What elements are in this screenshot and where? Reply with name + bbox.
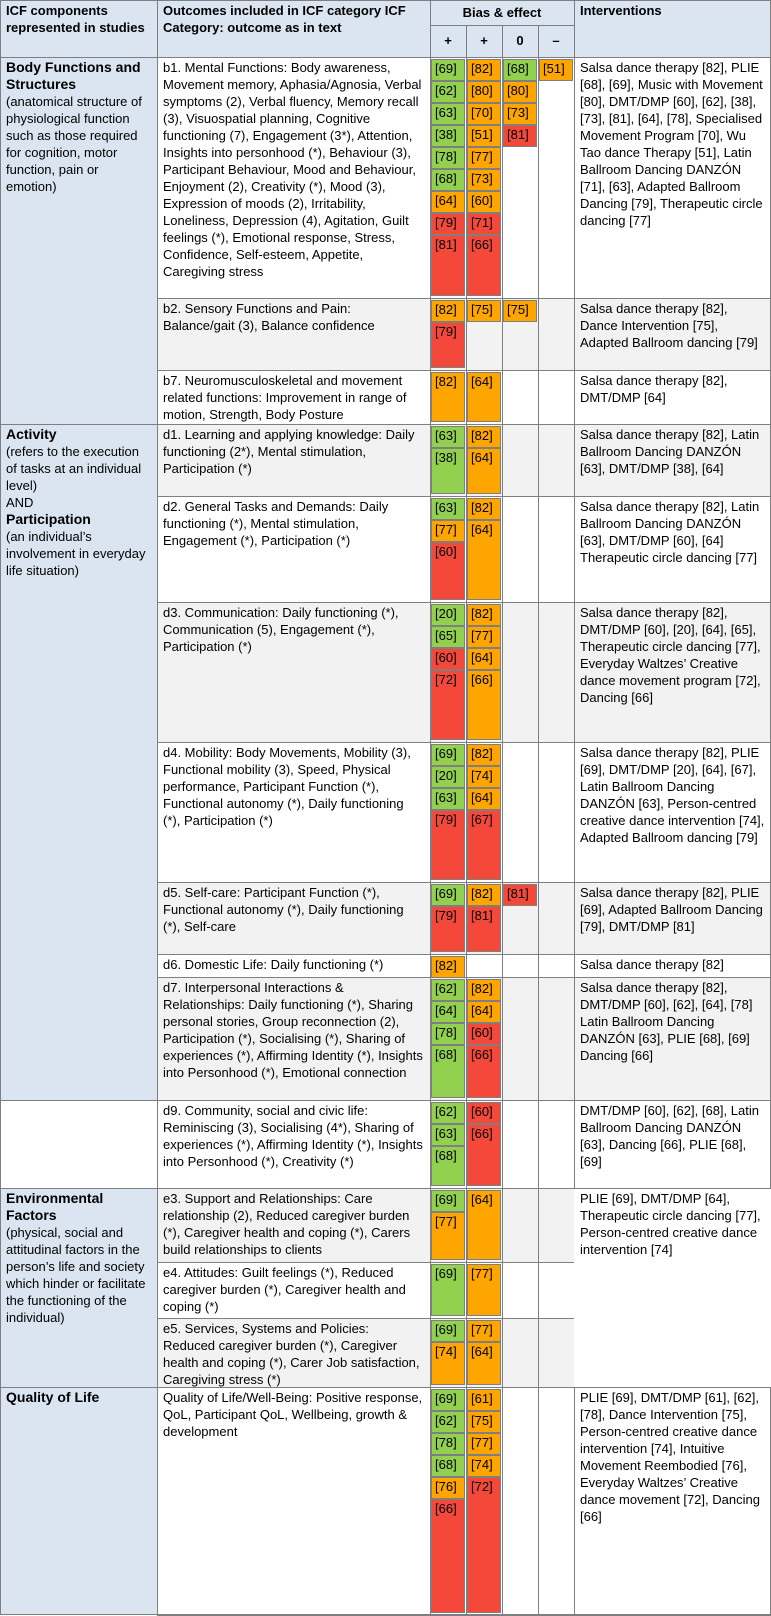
header-plus-green: + <box>430 25 466 57</box>
reference-badge: [70] <box>467 103 501 125</box>
reference-badge: [79] <box>431 213 465 235</box>
reference-badge: [38] <box>431 125 465 147</box>
reference-badge: [78] <box>431 1023 465 1045</box>
bias-cell-bg <box>502 424 538 496</box>
reference-badge: [60] <box>431 542 465 600</box>
reference-badge: [73] <box>503 103 537 125</box>
reference-badge: [79] <box>431 810 465 880</box>
and-text: AND <box>6 495 34 510</box>
reference-badge: [64] <box>467 520 501 600</box>
outcome-cell: d6. Domestic Life: Daily functioning (*) <box>157 954 430 977</box>
reference-badge: [64] <box>467 372 501 422</box>
reference-badge: [80] <box>503 81 537 103</box>
reference-badge: [76] <box>431 1477 465 1499</box>
outcome-cell: d4. Mobility: Body Movements, Mobility (3), Functional mobility (3), Speed, Physical performance, Participant Function (*), Functional autonomy (*), Daily functioning (*), Participation (*) <box>157 742 430 882</box>
reference-badge: [81] <box>503 125 537 147</box>
reference-badge: [66] <box>467 235 501 296</box>
activity-title: Activity <box>6 426 57 442</box>
reference-badge: [51] <box>539 59 573 81</box>
bias-cell-bg <box>538 954 574 977</box>
reference-badge: [62] <box>431 1411 465 1433</box>
outcome-cell: d9. Community, social and civic life: Reminiscing (3), Socialising (4*), Sharing of experiences (*), Affirming Identity (*), Insights into Personhood (*), Creativity (*) <box>157 1100 430 1188</box>
reference-badge: [63] <box>431 426 465 448</box>
participation-title: Participation <box>6 511 91 527</box>
reference-badge: [74] <box>467 766 501 788</box>
interventions-cell: Salsa dance therapy [82], DMT/DMP [60], [62], [64], [78] Latin Ballroom Dancing DANZÓN [63], PLIE [68], [69] Dancing [66] <box>574 977 771 1100</box>
bias-cell-bg <box>538 742 574 882</box>
env-title: Environmental Factors <box>6 1190 104 1223</box>
bias-cell-bg <box>502 742 538 882</box>
interventions-cell: Salsa dance therapy [82] <box>574 954 771 977</box>
reference-badge: [74] <box>431 1342 465 1385</box>
reference-badge: [69] <box>431 1320 465 1342</box>
qol-title: Quality of Life <box>6 1389 100 1405</box>
outcome-cell: b7. Neuromusculoskeletal and movement related functions: Improvement in range of motion, Strength, Body Posture <box>157 370 430 424</box>
component-body-functions <box>0 57 157 424</box>
reference-badge: [60] <box>467 1102 501 1124</box>
component-activity-participation <box>0 424 157 1100</box>
bias-cell-bg <box>538 370 574 424</box>
reference-badge: [69] <box>431 1190 465 1212</box>
interventions-cell: Salsa dance therapy [82], Latin Ballroom Dancing DANZÓN [63], DMT/DMP [60], [64] Therapeutic circle dancing [77] <box>574 496 771 602</box>
bias-cell-bg <box>502 1100 538 1188</box>
reference-badge: [82] <box>467 498 501 520</box>
reference-badge: [77] <box>467 1433 501 1455</box>
reference-badge: [63] <box>431 788 465 810</box>
reference-badge: [72] <box>467 1477 501 1613</box>
reference-badge: [77] <box>467 147 501 169</box>
reference-badge: [75] <box>467 300 501 322</box>
component-environmental <box>0 1188 157 1387</box>
bias-cell-bg <box>538 602 574 742</box>
interventions-cell: Salsa dance therapy [82], Latin Ballroom Dancing DANZÓN [63], DMT/DMP [38], [64] <box>574 424 771 496</box>
outcome-cell: d7. Interpersonal Interactions & Relationships: Daily functioning (*), Sharing personal stories, Group reconnection (2), Participation (*), Socialising (*), Sharing of experiences (*), Affirming Identity (*), Insights into Personhood (*), Emotional connection <box>157 977 430 1100</box>
outcome-cell: e4. Attitudes: Guilt feelings (*), Reduced caregiver burden (*), Caregiver health and coping (*) <box>157 1262 430 1318</box>
bias-cell-bg <box>502 370 538 424</box>
body-desc: (anatomical structure of physiological function such as those required for cognition, motor function, pain or emotion) <box>6 94 142 194</box>
reference-badge: [77] <box>467 1320 501 1342</box>
reference-badge: [77] <box>467 626 501 648</box>
reference-badge: [64] <box>467 448 501 494</box>
interventions-cell: Salsa dance therapy [82], PLIE [68], [69], Music with Movement [80], DMT/DMP [60], [62], [38], [73], [81], [64], [78], Specialised Movement Program [70], Wu Tao dance Therapy [51], Latin Ballroom Dancing DANZÓN [71], [63], Adapted Ballroom Dancing [79], Therapeutic circle dancing [77] <box>574 57 771 298</box>
bias-cell-bg <box>538 1100 574 1188</box>
reference-badge: [81] <box>503 884 537 906</box>
reference-badge: [82] <box>467 884 501 906</box>
reference-badge: [69] <box>431 59 465 81</box>
interventions-cell: Salsa dance therapy [82], DMT/DMP [64] <box>574 370 771 424</box>
reference-badge: [81] <box>467 906 501 952</box>
bias-cell-bg <box>538 1318 574 1387</box>
reference-badge: [77] <box>431 520 465 542</box>
reference-badge: [63] <box>431 103 465 125</box>
reference-badge: [75] <box>467 1411 501 1433</box>
reference-badge: [81] <box>431 235 465 296</box>
reference-badge: [77] <box>431 1212 465 1260</box>
bias-cell-bg <box>538 1188 574 1262</box>
interventions-cell: DMT/DMP [60], [62], [68], Latin Ballroom Dancing DANZÓN [63], Dancing [66], PLIE [68], [69] <box>574 1100 771 1188</box>
outcome-cell: b2. Sensory Functions and Pain: Balance/gait (3), Balance confidence <box>157 298 430 370</box>
bias-cell-bg <box>502 977 538 1100</box>
activity-desc: (refers to the execution of tasks at an individual level) <box>6 444 142 493</box>
reference-badge: [82] <box>431 956 465 978</box>
bias-cell-bg <box>538 882 574 954</box>
reference-badge: [60] <box>467 1023 501 1045</box>
reference-badge: [82] <box>467 59 501 81</box>
reference-badge: [82] <box>467 426 501 448</box>
header-zero: 0 <box>502 25 538 57</box>
reference-badge: [71] <box>467 213 501 235</box>
reference-badge: [20] <box>431 766 465 788</box>
reference-badge: [62] <box>431 979 465 1001</box>
reference-badge: [67] <box>467 810 501 880</box>
participation-desc: (an individual’s involvement in everyday life situation) <box>6 529 146 578</box>
reference-badge: [64] <box>467 788 501 810</box>
reference-badge: [68] <box>431 169 465 191</box>
bias-cell-bg <box>502 496 538 602</box>
bias-cell-bg <box>502 1262 538 1318</box>
reference-badge: [68] <box>503 59 537 81</box>
reference-badge: [62] <box>431 1102 465 1124</box>
reference-badge: [69] <box>431 744 465 766</box>
reference-badge: [64] <box>467 1190 501 1260</box>
interventions-cell: Salsa dance therapy [82], DMT/DMP [60], [20], [64], [65], Therapeutic circle dancing [77], Everyday Waltzes’ Creative dance movement program [72], Dancing [66] <box>574 602 771 742</box>
reference-badge: [69] <box>431 1389 465 1411</box>
reference-badge: [51] <box>467 125 501 147</box>
header-minus: – <box>538 25 574 57</box>
interventions-cell: Salsa dance therapy [82], PLIE [69], DMT/DMP [20], [64], [67], Latin Ballroom Dancing DANZÓN [63], Person-centred creative dance intervention [74], Adapted Ballroom dancing [79] <box>574 742 771 882</box>
reference-badge: [38] <box>431 448 465 494</box>
bias-cell-bg <box>502 1188 538 1262</box>
interventions-environmental: PLIE [69], DMT/DMP [64], Therapeutic circle dancing [77], Person-centred creative dance intervention [74] <box>574 1188 771 1387</box>
reference-badge: [66] <box>431 1499 465 1613</box>
reference-badge: [60] <box>467 191 501 213</box>
header-plus-orange: + <box>466 25 502 57</box>
reference-badge: [65] <box>431 626 465 648</box>
bias-cell-bg <box>538 1262 574 1318</box>
reference-badge: [78] <box>431 1433 465 1455</box>
reference-badge: [68] <box>431 1146 465 1186</box>
reference-badge: [72] <box>431 670 465 740</box>
body-title: Body Functions and Structures <box>6 59 141 92</box>
reference-badge: [66] <box>467 1124 501 1186</box>
reference-badge: [82] <box>467 604 501 626</box>
outcome-cell: d1. Learning and applying knowledge: Daily functioning (2*), Mental stimulation, Participation (*) <box>157 424 430 496</box>
bias-cell-bg <box>538 496 574 602</box>
interventions-cell: Salsa dance therapy [82], Dance Intervention [75], Adapted Ballroom dancing [79] <box>574 298 771 370</box>
reference-badge: [82] <box>467 744 501 766</box>
reference-badge: [66] <box>467 1045 501 1098</box>
outcome-cell: d3. Communication: Daily functioning (*), Communication (5), Engagement (*), Participation (*) <box>157 602 430 742</box>
reference-badge: [68] <box>431 1045 465 1098</box>
header-components: ICF components represented in studies <box>0 0 157 57</box>
outcome-cell: Quality of Life/Well-Being: Positive response, QoL, Participant QoL, Wellbeing, growth & development <box>157 1387 430 1615</box>
reference-badge: [79] <box>431 906 465 952</box>
bias-cell-bg <box>502 1318 538 1387</box>
interventions-cell: PLIE [69], DMT/DMP [61], [62], [78], Dance Intervention [75], Person-centred creative dance intervention [74], Intuitive Movement Reembodied [76], Everyday Waltzes’ Creative dance movement [72], Dancing [66] <box>574 1387 771 1615</box>
reference-badge: [66] <box>467 670 501 740</box>
reference-badge: [61] <box>467 1389 501 1411</box>
outcome-cell: e5. Services, Systems and Policies: Reduced caregiver burden (*), Caregiver health and coping (*), Carer Job satisfaction, Caregiving stress (*) <box>157 1318 430 1387</box>
outcome-cell: b1. Mental Functions: Body awareness, Movement memory, Aphasia/Agnosia, Verbal symptoms (2), Verbal fluency, Memory recall (3), Visuospatial planning, Cognitive functioning (7), Engagement (3*), Attention, Insights into personhood (*), Behaviour (3), Participant Behaviour, Mood and Behaviour, Enjoyment (2), Creativity (*), Mood (3), Expression of moods (2), Irritability, Loneliness, Depression (4), Agitation, Guilt feelings (*), Emotional response, Stress, Confidence, Self-esteem, Appetite, Caregiving stress <box>157 57 430 298</box>
bias-cell-bg <box>538 57 574 298</box>
component-empty <box>0 1100 157 1188</box>
reference-badge: [82] <box>431 300 465 322</box>
interventions-cell: Salsa dance therapy [82], PLIE [69], Adapted Ballroom Dancing [79], DMT/DMP [81] <box>574 882 771 954</box>
reference-badge: [63] <box>431 1124 465 1146</box>
reference-badge: [60] <box>431 648 465 670</box>
bias-cell-bg <box>502 602 538 742</box>
reference-badge: [78] <box>431 147 465 169</box>
outcome-cell: d5. Self-care: Participant Function (*), Functional autonomy (*), Daily functioning (*), Self-care <box>157 882 430 954</box>
bias-cell-bg <box>538 424 574 496</box>
env-desc: (physical, social and attitudinal factors in the person’s life and society which hinder or facilitate the functioning of the individual) <box>6 1225 146 1325</box>
reference-badge: [64] <box>467 1342 501 1385</box>
reference-badge: [62] <box>431 81 465 103</box>
reference-badge: [64] <box>431 1001 465 1023</box>
component-quality-of-life <box>0 1387 157 1615</box>
reference-badge: [68] <box>431 1455 465 1477</box>
bias-cell-bg <box>502 954 538 977</box>
reference-badge: [77] <box>467 1264 501 1316</box>
bias-cell-bg <box>538 977 574 1100</box>
reference-badge: [82] <box>467 979 501 1001</box>
reference-badge: [64] <box>431 191 465 213</box>
header-interventions: Interventions <box>574 0 771 57</box>
reference-badge: [82] <box>431 372 465 422</box>
outcome-cell: e3. Support and Relationships: Care relationship (2), Reduced caregiver burden (*), Caregiver health and coping (*), Carers build relationships to clients <box>157 1188 430 1262</box>
header-outcomes: Outcomes included in ICF category ICF Category: outcome as in text <box>157 0 430 57</box>
reference-badge: [64] <box>467 648 501 670</box>
reference-badge: [79] <box>431 322 465 368</box>
reference-badge: [73] <box>467 169 501 191</box>
reference-badge: [69] <box>431 884 465 906</box>
bias-cell-bg <box>466 954 502 977</box>
bias-cell-bg <box>502 1387 538 1615</box>
reference-badge: [75] <box>503 300 537 322</box>
reference-badge: [20] <box>431 604 465 626</box>
reference-badge: [74] <box>467 1455 501 1477</box>
reference-badge: [64] <box>467 1001 501 1023</box>
bias-cell-bg <box>538 298 574 370</box>
reference-badge: [80] <box>467 81 501 103</box>
reference-badge: [69] <box>431 1264 465 1316</box>
reference-badge: [63] <box>431 498 465 520</box>
header-bias-effect: Bias & effect <box>430 0 574 25</box>
bias-cell-bg <box>538 1387 574 1615</box>
outcome-cell: d2. General Tasks and Demands: Daily functioning (*), Mental stimulation, Engagement (*), Participation (*) <box>157 496 430 602</box>
